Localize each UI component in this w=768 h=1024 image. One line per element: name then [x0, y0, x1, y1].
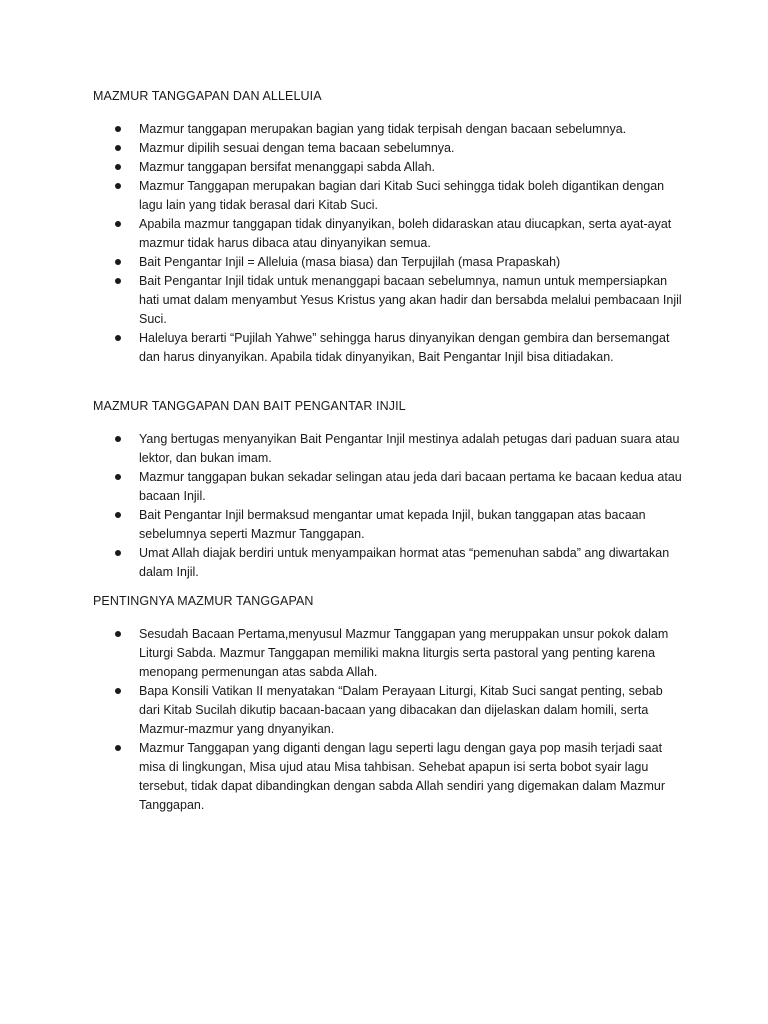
list-item-text: Mazmur tanggapan bukan sekadar selingan atau jeda dari bacaan pertama ke bacaan kedua atau bacaan Injil. — [139, 470, 682, 503]
bullet-icon — [115, 474, 121, 480]
list-item — [93, 625, 683, 682]
list-item-text: Yang bertugas menyanyikan Bait Pengantar Injil mestinya adalah petugas dari paduan suara atau lektor, dan bukan imam. — [139, 432, 680, 465]
list-item — [93, 544, 683, 582]
section-pentingnya-mazmur — [93, 592, 683, 812]
bullet-icon — [115, 550, 121, 556]
bullet-icon — [115, 221, 121, 227]
list-item — [93, 682, 683, 739]
list-item-text: Apabila mazmur tanggapan tidak dinyanyikan, boleh didaraskan atau diucapkan, serta ayat-ayat mazmur tidak harus dibaca atau dinyanyikan semua. — [139, 217, 672, 250]
list-item-text: Sesudah Bacaan Pertama,menyusul Mazmur Tanggapan yang meruppakan unsur pokok dalam Liturgi Sabda. Mazmur Tanggapan memiliki makna liturgis serta pastoral yang penting karena menopang permenungan atas sabda Allah. — [139, 627, 669, 679]
list-item — [93, 253, 683, 272]
list-item-text: Haleluya berarti “Pujilah Yahwe” sehingga harus dinyanyikan dengan gembira dan bersemangat dan harus dinyanyikan. Apabila tidak dinyanyikan, Bait Pengantar Injil bisa ditiadakan. — [139, 331, 670, 364]
list-item-text: Mazmur tanggapan merupakan bagian yang tidak terpisah dengan bacaan sebelumnya. — [139, 122, 627, 136]
list-item-text: Bait Pengantar Injil tidak untuk menanggapi bacaan sebelumnya, namun untuk mempersiapkan hati umat dalam menyambut Yesus Kristus yang akan hadir dan bersabda melalui pembacaan Injil Suci. — [139, 274, 682, 326]
list-item-text: Mazmur Tanggapan merupakan bagian dari Kitab Suci sehingga tidak boleh digantikan dengan lagu lain yang tidak berasal dari Kitab Suci. — [139, 179, 665, 212]
list-item-text: Mazmur tanggapan bersifat menanggapi sabda Allah. — [139, 160, 436, 174]
section-heading: PENTINGNYA MAZMUR TANGGAPAN — [93, 594, 314, 608]
list-item — [93, 215, 683, 253]
bullet-icon — [115, 126, 121, 132]
bullet-icon — [115, 631, 121, 637]
list-item — [93, 468, 683, 506]
bullet-icon — [115, 512, 121, 518]
bullet-icon — [115, 278, 121, 284]
list-item — [93, 120, 683, 139]
bullet-list — [93, 430, 683, 582]
bullet-icon — [115, 259, 121, 265]
list-item — [93, 272, 683, 329]
list-item-text: Mazmur Tanggapan yang diganti dengan lagu seperti lagu dengan gaya pop masih terjadi saat misa di lingkungan, Misa ujud atau Misa tahbisan. Sehebat apapun isi serta bobot syair lagu tersebut, tidak dapat dibandingkan dengan sabda Allah sendiri yang digemakan dalam Mazmur Tanggapan. — [139, 741, 666, 812]
bullet-icon — [115, 688, 121, 694]
bullet-icon — [115, 145, 121, 151]
bullet-icon — [115, 183, 121, 189]
section-heading: MAZMUR TANGGAPAN DAN ALLELUIA — [93, 89, 322, 103]
bullet-icon — [115, 164, 121, 170]
list-item — [93, 739, 683, 815]
section-mazmur-alleluia — [93, 87, 683, 364]
list-item — [93, 430, 683, 468]
list-item — [93, 329, 683, 367]
list-item-text: Umat Allah diajak berdiri untuk menyampaikan hormat atas “pemenuhan sabda” ang diwartakan dalam Injil. — [139, 546, 670, 579]
list-item — [93, 158, 683, 177]
list-item — [93, 139, 683, 158]
list-item-text: Mazmur dipilih sesuai dengan tema bacaan sebelumnya. — [139, 141, 455, 155]
bullet-icon — [115, 745, 121, 751]
list-item-text: Bait Pengantar Injil = Alleluia (masa biasa) dan Terpujilah (masa Prapaskah) — [139, 255, 561, 269]
list-item-text: Bait Pengantar Injil bermaksud mengantar umat kepada Injil, bukan tanggapan atas bacaan sebelumnya seperti Mazmur Tanggapan. — [139, 508, 646, 541]
bullet-icon — [115, 335, 121, 341]
bullet-icon — [115, 436, 121, 442]
section-mazmur-bait-pengantar — [93, 397, 683, 579]
bullet-list — [93, 120, 683, 367]
list-item — [93, 506, 683, 544]
list-item — [93, 177, 683, 215]
section-heading: MAZMUR TANGGAPAN DAN BAIT PENGANTAR INJIL — [93, 399, 406, 413]
bullet-list — [93, 625, 683, 815]
list-item-text: Bapa Konsili Vatikan II menyatakan “Dalam Perayaan Liturgi, Kitab Suci sangat penting, sebab dari Kitab Sucilah dikutip bacaan-bacaan yang dibacakan dan dijelaskan dalam homili, serta Mazmur-mazmur yang dnyanyikan. — [139, 684, 663, 736]
